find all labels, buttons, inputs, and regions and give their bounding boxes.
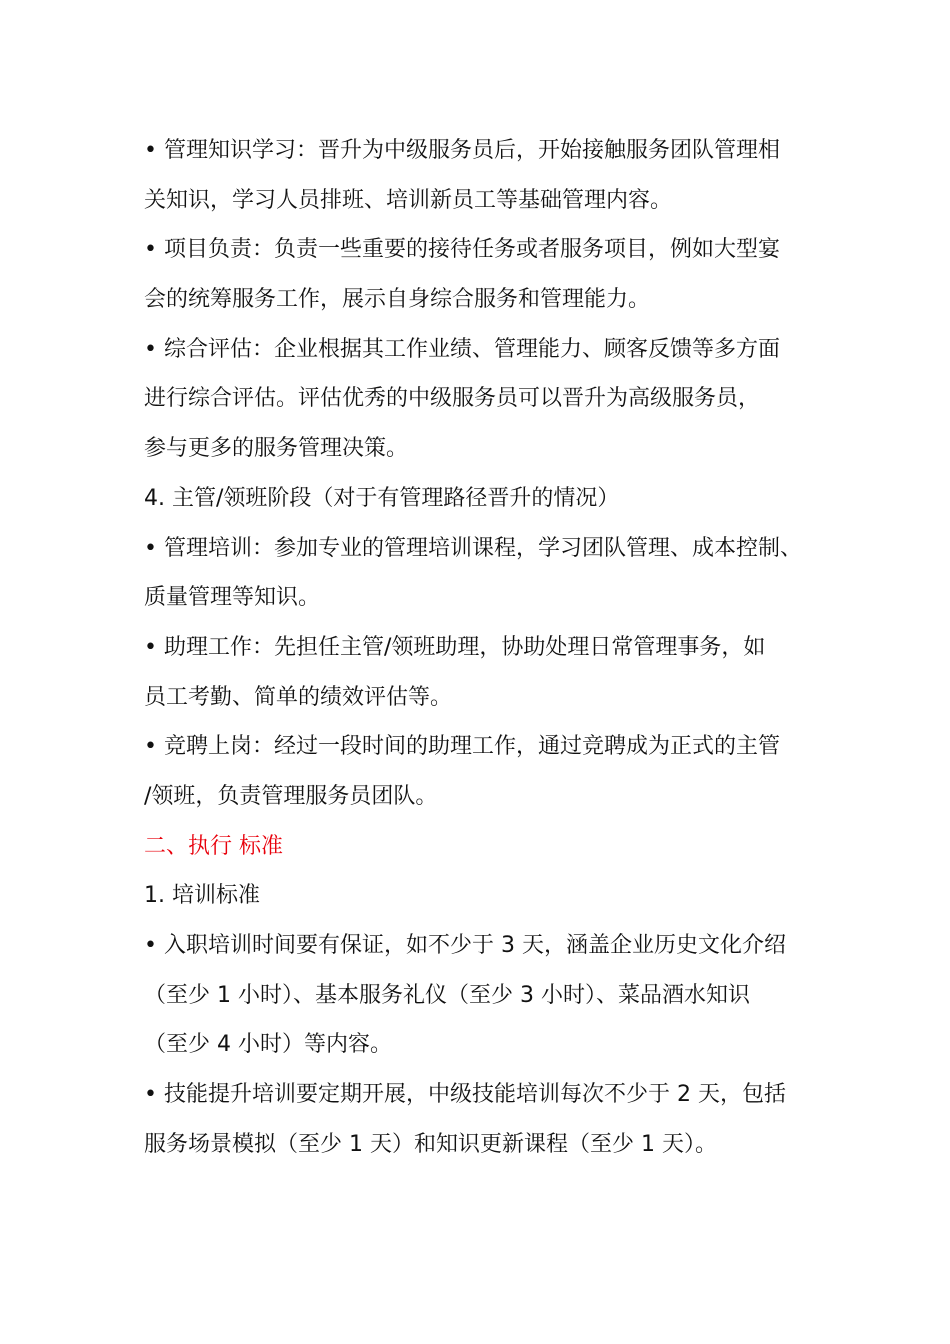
bullet-competitive-appointment-cont: /领班，负责管理服务员团队。 xyxy=(144,783,438,809)
bullet-comprehensive-eval-cont-2: 参与更多的服务管理决策。 xyxy=(144,436,409,462)
bullet-management-training: • 管理培训：参加专业的管理培训课程，学习团队管理、成本控制、 xyxy=(144,535,802,561)
section-supervisor-stage: 4. 主管/领班阶段（对于有管理路径晋升的情况） xyxy=(144,485,620,511)
bullet-comprehensive-eval-cont-1: 进行综合评估。评估优秀的中级服务员可以晋升为高级服务员， xyxy=(144,386,761,412)
bullet-management-knowledge-cont: 关知识，学习人员排班、培训新员工等基础管理内容。 xyxy=(144,187,673,213)
bullet-skill-training: • 技能提升培训要定期开展，中级技能培训每次不少于 2 天，包括 xyxy=(144,1082,786,1108)
bullet-management-knowledge: • 管理知识学习：晋升为中级服务员后，开始接触服务团队管理相 xyxy=(144,138,780,163)
subsection-training-standards: 1. 培训标准 xyxy=(144,883,260,909)
bullet-onboarding-training: • 入职培训时间要有保证，如不少于 3 天，涵盖企业历史文化介绍 xyxy=(144,933,786,958)
bullet-assistant-work-cont: 员工考勤、简单的绩效评估等。 xyxy=(144,684,453,710)
document-body xyxy=(144,126,824,1169)
bullet-project-lead-cont: 会的统筹服务工作，展示自身综合服务和管理能力。 xyxy=(144,287,651,313)
bullet-comprehensive-eval: • 综合评估：企业根据其工作业绩、管理能力、顾客反馈等多方面 xyxy=(144,336,780,362)
bullet-skill-training-cont: 服务场景模拟（至少 1 天）和知识更新课程（至少 1 天）。 xyxy=(144,1131,717,1157)
bullet-project-lead: • 项目负责：负责一些重要的接待任务或者服务项目，例如大型宴 xyxy=(144,237,780,263)
bullet-management-training-cont: 质量管理等知识。 xyxy=(144,585,321,611)
bullet-competitive-appointment: • 竞聘上岗：经过一段时间的助理工作，通过竞聘成为正式的主管 xyxy=(144,734,780,760)
bullet-onboarding-training-cont-1: （至少 1 小时）、基本服务礼仪（至少 3 小时）、菜品酒水知识 xyxy=(144,982,750,1008)
section-heading-execution-standards: 二、执行 标准 xyxy=(144,833,283,859)
bullet-assistant-work: • 助理工作：先担任主管/领班助理，协助处理日常管理事务，如 xyxy=(144,634,766,660)
bullet-onboarding-training-cont-2: （至少 4 小时）等内容。 xyxy=(144,1032,392,1058)
